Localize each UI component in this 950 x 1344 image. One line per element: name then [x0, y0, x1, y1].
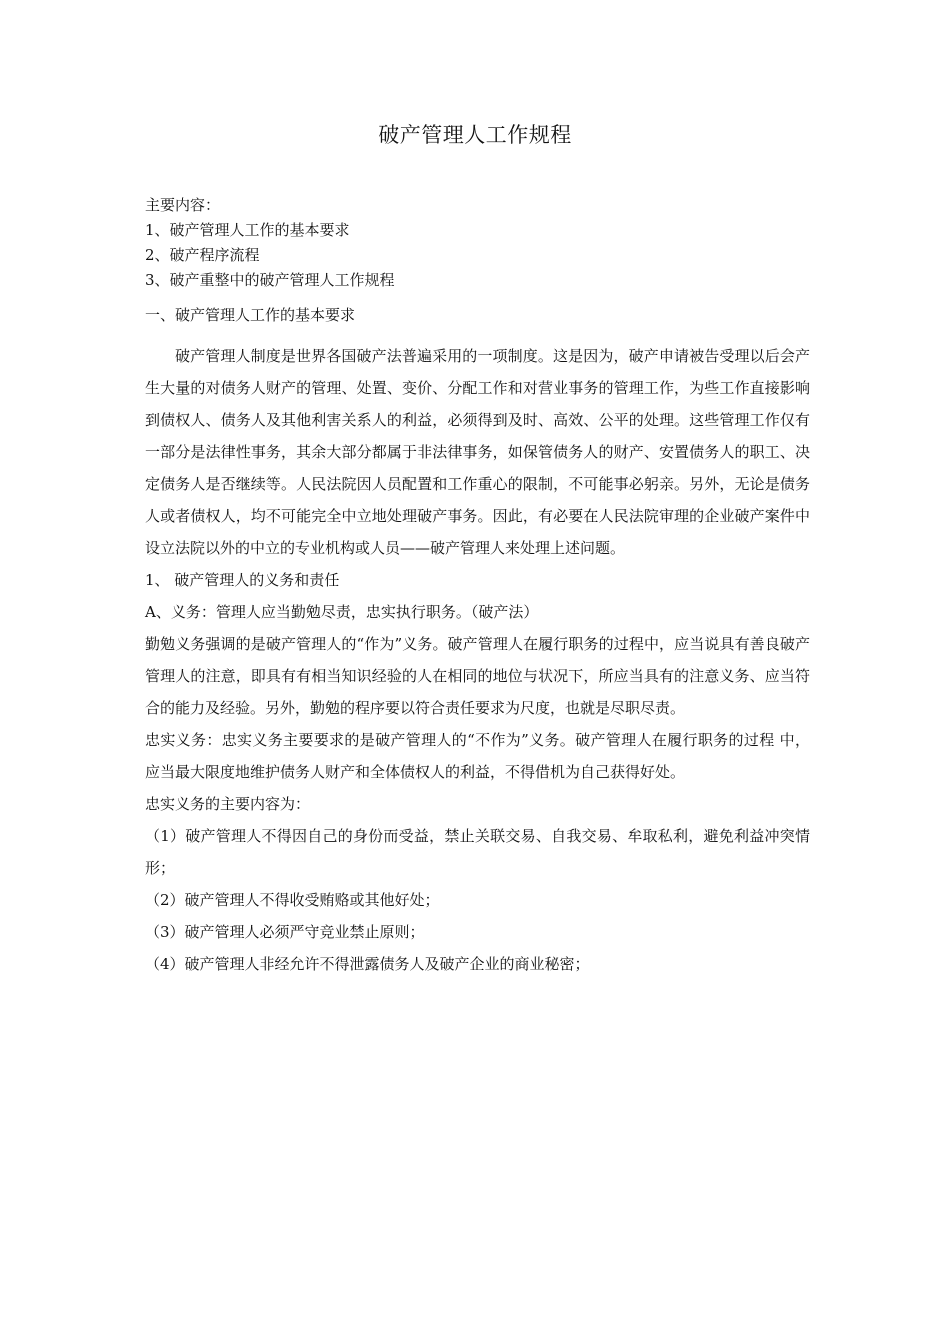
loyalty-list-item: （1）破产管理人不得因自己的身份而受益，禁止关联交易、自我交易、牟取私利，避免利益冲突情形；: [145, 827, 810, 877]
loyalty-list-item: （4）破产管理人非经允许不得泄露债务人及破产企业的商业秘密；: [145, 955, 590, 973]
toc-heading: 主要内容：: [145, 196, 221, 214]
toc-item: 3、破产重整中的破产管理人工作规程: [145, 271, 395, 289]
table-of-contents: [145, 193, 810, 293]
subheading-duties: 1、 破产管理人的义务和责任: [145, 571, 340, 589]
subheading-obligation: A、义务：管理人应当勤勉尽责，忠实执行职务。（破产法）: [145, 603, 539, 621]
intro-paragraph: 破产管理人制度是世界各国破产法普遍采用的一项制度。这是因为，破产申请被告受理以后会产生大量的对债务人财产的管理、处置、变价、分配工作和对营业事务的管理工作，为些工作直接影响到债权人、债务人及其他利害关系人的利益，必须得到及时、高效、公平的处理。这些管理工作仅有一部分是法律性事务，其余大部分都属于非法律事务，如保管债务人的财产、安置债务人的职工、决定债务人是否继续等。人民法院因人员配置和工作重心的限制，不可能事必躬亲。另外，无论是债务人或者债权人，均不可能完全中立地处理破产事务。因此，有必要在人民法院审理的企业破产案件中设立法院以外的中立的专业机构或人员——破产管理人来处理上述问题。: [145, 347, 810, 557]
section-heading: 一、破产管理人工作的基本要求: [145, 306, 356, 324]
document-title: 破产管理人工作规程: [378, 123, 572, 147]
loyalty-list-item: （2）破产管理人不得收受贿赂或其他好处；: [145, 891, 440, 909]
diligence-paragraph: 勤勉义务强调的是破产管理人的“作为”义务。破产管理人在履行职务的过程中，应当说具有善良破产管理人的注意，即具有有相当知识经验的人在相同的地位与状况下，所应当具有的注意义务、应当符合的能力及经验。另外，勤勉的程序要以符合责任要求为尺度，也就是尽职尽责。: [145, 635, 810, 717]
loyalty-content-heading: 忠实义务的主要内容为：: [145, 795, 311, 813]
toc-item: 2、破产程序流程: [145, 246, 260, 264]
loyalty-paragraph: 忠实义务：忠实义务主要要求的是破产管理人的“不作为”义务。破产管理人在履行职务的过程 中，应当最大限度地维护债务人财产和全体债权人的利益，不得借机为自己获得好处。: [145, 731, 810, 781]
toc-item: 1、破产管理人工作的基本要求: [145, 221, 350, 239]
body-text: [145, 340, 810, 980]
loyalty-list-item: （3）破产管理人必须严守竞业禁止原则；: [145, 923, 425, 941]
